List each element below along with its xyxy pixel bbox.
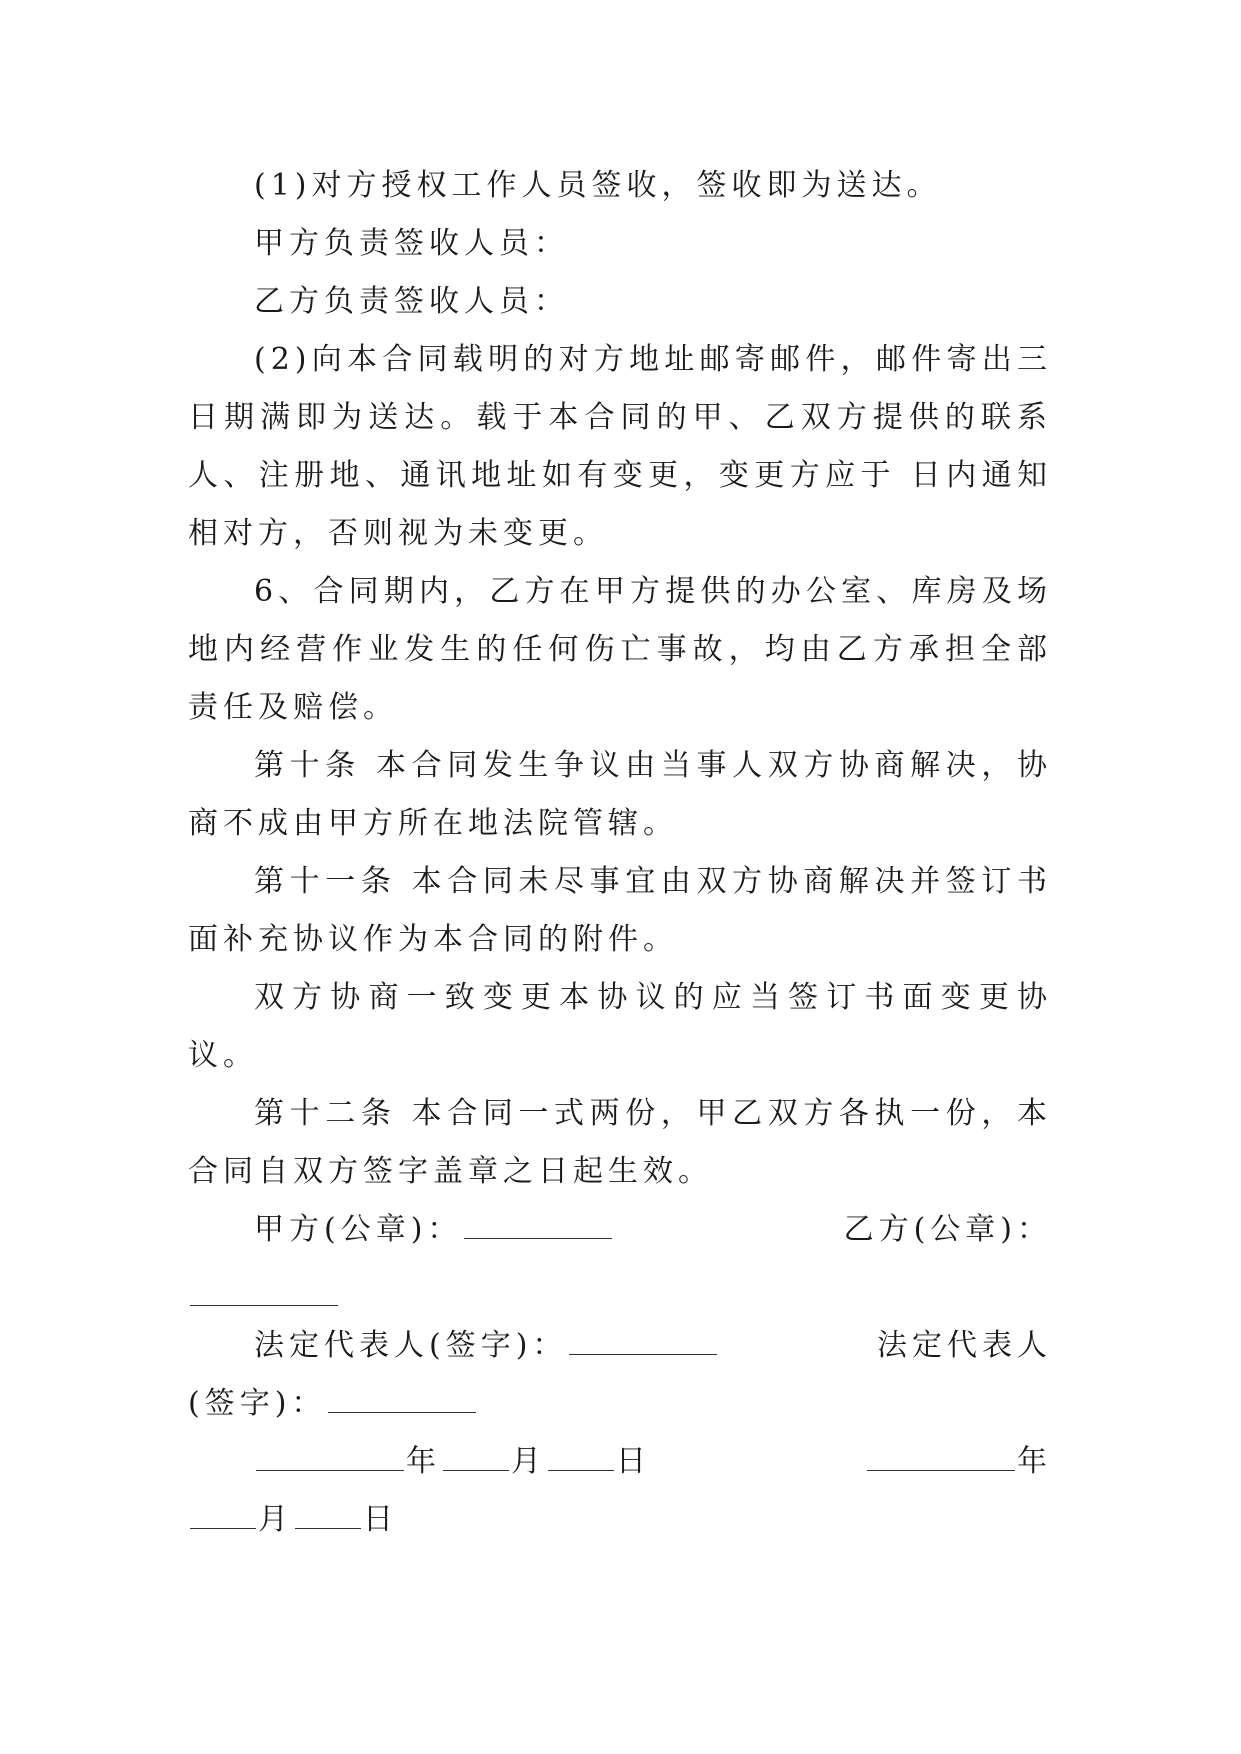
party-a-month-blank xyxy=(443,1444,509,1471)
party-a-date xyxy=(254,1433,651,1491)
party-a-year-blank xyxy=(256,1444,404,1471)
paragraph-party-a-receiver: 甲方负责签收人员： xyxy=(254,226,569,261)
party-b-day-blank xyxy=(295,1502,361,1529)
paragraph-party-b-receiver: 乙方负责签收人员： xyxy=(254,284,569,319)
party-a-seal xyxy=(254,1201,614,1259)
paragraph-clause-6: 6、合同期内，乙方在甲方提供的办公室、库房及场地内经营作业发生的任何伤亡事故，均由乙方承担全部责任及赔偿。 xyxy=(188,574,1052,725)
date-row xyxy=(188,1433,1052,1491)
party-b-month-blank xyxy=(190,1502,256,1529)
party-b-year-label: 年 xyxy=(1017,1444,1052,1479)
party-b-seal-blank xyxy=(190,1279,338,1306)
party-b-date-continuation xyxy=(188,1491,1052,1549)
party-b-year-blank xyxy=(867,1444,1015,1471)
party-a-day-blank xyxy=(548,1444,614,1471)
paragraph-article-11: 第十一条 本合同未尽事宜由双方协商解决并签订书面补充协议作为本合同的附件。 xyxy=(188,864,1052,957)
paragraph-article-10: 第十条 本合同发生争议由当事人双方协商解决，协商不成由甲方所在地法院管辖。 xyxy=(188,748,1052,841)
party-b-rep-label: 法定代表人 xyxy=(877,1328,1052,1363)
party-a-rep xyxy=(254,1317,719,1375)
paragraph-article-12: 第十二条 本合同一式两份，甲乙双方各执一份，本合同自双方签字盖章之日起生效。 xyxy=(188,1096,1052,1189)
paragraph-delivery-1: (1)对方授权工作人员签收，签收即为送达。 xyxy=(254,168,942,203)
party-b-seal-continuation xyxy=(188,1259,1052,1317)
party-b-seal-label: 乙方(公章)： xyxy=(843,1212,1052,1247)
party-a-year-label: 年 xyxy=(406,1444,441,1479)
party-a-month-label: 月 xyxy=(511,1444,546,1479)
party-b-rep-blank xyxy=(328,1386,476,1413)
paragraph-change-agreement: 双方协商一致变更本协议的应当签订书面变更协议。 xyxy=(188,980,1052,1073)
party-b-rep-continuation xyxy=(188,1375,1052,1433)
party-b-month-label: 月 xyxy=(258,1502,293,1537)
representative-row xyxy=(188,1317,1052,1375)
party-a-rep-label: 法定代表人(签字)： xyxy=(254,1328,568,1363)
party-a-day-label: 日 xyxy=(616,1444,651,1479)
seal-row xyxy=(188,1201,1052,1259)
party-a-seal-label: 甲方(公章)： xyxy=(254,1212,463,1247)
party-b-rep-cont-label: (签字)： xyxy=(188,1386,327,1421)
party-b-day-label: 日 xyxy=(363,1502,398,1537)
document-body xyxy=(188,157,1052,1549)
paragraph-delivery-2: (2)向本合同载明的对方地址邮寄邮件，邮件寄出三日期满即为送达。载于本合同的甲、乙双方提供的联系人、注册地、通讯地址如有变更，变更方应于 日内通知相对方，否则视为未变更。 xyxy=(188,342,1052,551)
party-a-seal-blank xyxy=(464,1212,612,1239)
party-b-date xyxy=(865,1433,1052,1491)
party-a-rep-blank xyxy=(569,1328,717,1355)
